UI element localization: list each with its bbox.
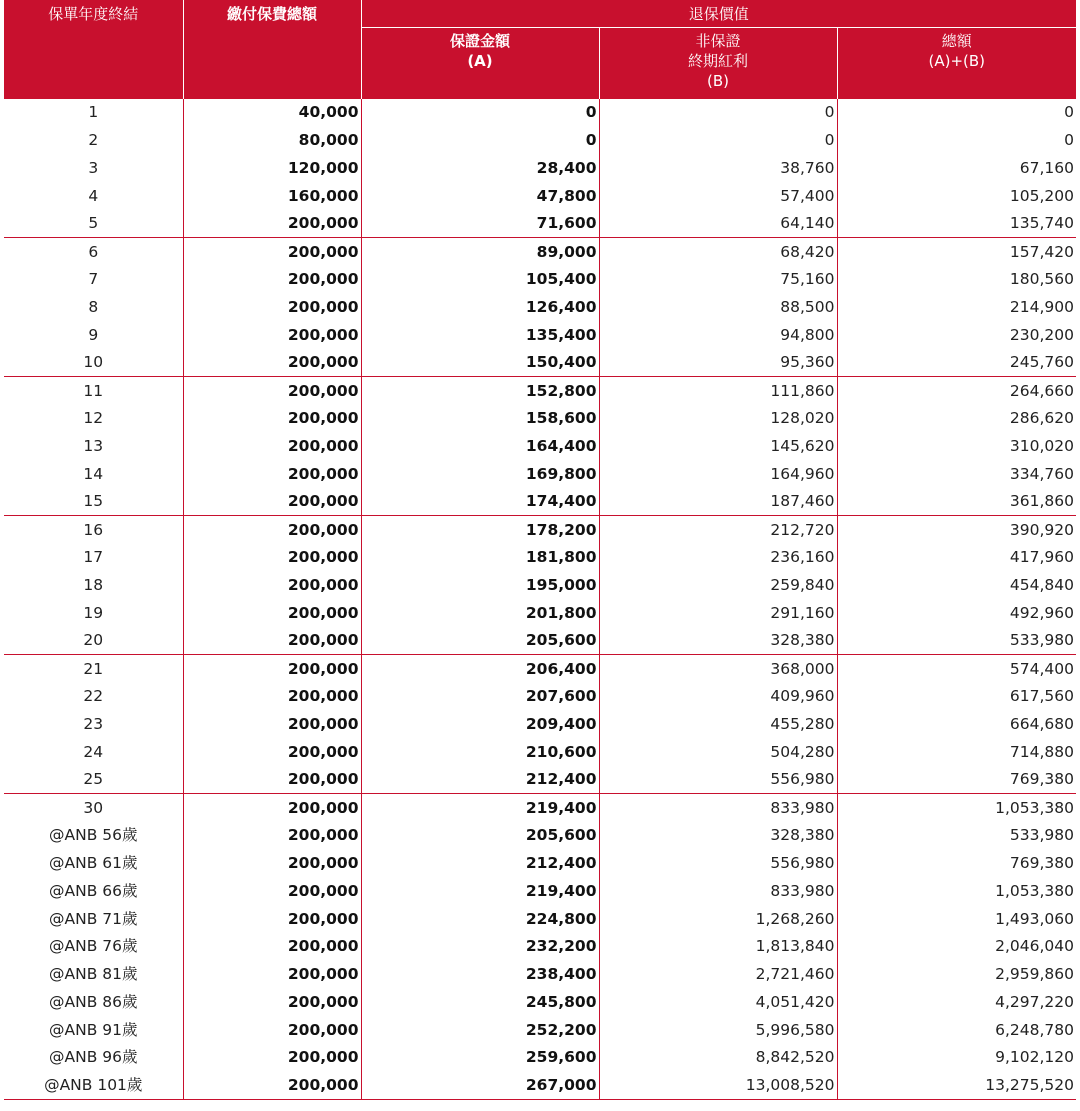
table-row (4, 877, 1076, 905)
cell-premium-paid: 200,000 (183, 794, 361, 822)
cell-terminal-bonus: 187,460 (599, 488, 837, 516)
table-row (4, 1044, 1076, 1072)
cell-premium-paid: 200,000 (183, 738, 361, 766)
cell-policy-year: 6 (88, 242, 99, 261)
table-row (4, 99, 1076, 127)
table-row (4, 655, 1076, 683)
table-row (4, 683, 1076, 711)
cell-guaranteed-amount: 71,600 (361, 210, 599, 238)
cell-terminal-bonus: 328,380 (599, 822, 837, 850)
cell-guaranteed-amount: 152,800 (361, 377, 599, 405)
cell-total-value: 769,380 (837, 766, 1076, 794)
cell-guaranteed-amount: 210,600 (361, 738, 599, 766)
table-row (4, 599, 1076, 627)
cell-policy-year: 10 (4, 349, 183, 377)
cell-total-value: 390,920 (837, 516, 1076, 544)
cell-guaranteed-amount: 252,200 (361, 1016, 599, 1044)
cell-total-value: 2,959,860 (837, 961, 1076, 989)
cell-terminal-bonus: 111,860 (599, 377, 837, 405)
cell-premium-paid: 200,000 (183, 405, 361, 433)
cell-guaranteed-amount: 267,000 (361, 1072, 599, 1100)
table-body (4, 99, 1076, 1100)
cell-total-value: 286,620 (837, 405, 1076, 433)
cell-policy-year: @ANB 96歲 (49, 1048, 138, 1067)
header-bonus-label-1: 非保證 (695, 31, 741, 50)
cell-premium-paid: 200,000 (183, 933, 361, 961)
cell-terminal-bonus: 1,813,840 (599, 933, 837, 961)
cell-premium-paid: 40,000 (183, 99, 361, 127)
header-surrender-value: 退保價值 (361, 0, 1076, 27)
cell-total-value: 0 (837, 99, 1076, 127)
cell-guaranteed-amount: 219,400 (361, 794, 599, 822)
table-row (4, 266, 1076, 294)
cell-premium-paid: 200,000 (183, 711, 361, 739)
cell-premium-paid: 200,000 (183, 321, 361, 349)
cell-policy-year: 9 (88, 325, 99, 344)
cell-premium-paid: 200,000 (183, 516, 361, 544)
cell-terminal-bonus: 164,960 (599, 460, 837, 488)
cell-premium-paid: 160,000 (183, 182, 361, 210)
cell-guaranteed-amount: 169,800 (361, 460, 599, 488)
table-row (4, 933, 1076, 961)
cell-guaranteed-amount: 219,400 (361, 877, 599, 905)
cell-premium-paid: 200,000 (183, 488, 361, 516)
cell-total-value: 454,840 (837, 572, 1076, 600)
header-total (837, 27, 1076, 99)
cell-total-value: 361,860 (837, 488, 1076, 516)
cell-guaranteed-amount: 205,600 (361, 627, 599, 655)
cell-policy-year: 11 (83, 381, 104, 400)
table-row (4, 238, 1076, 266)
cell-guaranteed-amount: 174,400 (361, 488, 599, 516)
cell-premium-paid: 200,000 (183, 989, 361, 1017)
table-row (4, 294, 1076, 322)
table-row (4, 405, 1076, 433)
cell-policy-year: 4 (88, 186, 99, 205)
cell-guaranteed-amount: 164,400 (361, 433, 599, 461)
cell-guaranteed-amount: 0 (361, 127, 599, 155)
cell-guaranteed-amount: 126,400 (361, 294, 599, 322)
cell-terminal-bonus: 2,721,460 (599, 961, 837, 989)
cell-premium-paid: 200,000 (183, 544, 361, 572)
cell-terminal-bonus: 68,420 (599, 238, 837, 266)
header-guaranteed-code: (A) (467, 51, 493, 70)
cell-policy-year: 17 (83, 548, 104, 567)
cell-policy-year: 12 (83, 409, 104, 428)
cell-terminal-bonus: 259,840 (599, 572, 837, 600)
cell-guaranteed-amount: 212,400 (361, 766, 599, 794)
cell-total-value: 769,380 (837, 850, 1076, 878)
cell-terminal-bonus: 38,760 (599, 155, 837, 183)
cell-total-value: 13,275,520 (837, 1072, 1076, 1100)
cell-total-value: 1,493,060 (837, 905, 1076, 933)
table-row (4, 460, 1076, 488)
cell-terminal-bonus: 8,842,520 (599, 1044, 837, 1072)
table-row (4, 1016, 1076, 1044)
cell-guaranteed-amount: 158,600 (361, 405, 599, 433)
cell-total-value: 157,420 (837, 238, 1076, 266)
cell-policy-year: 2 (88, 131, 99, 150)
table-row (4, 905, 1076, 933)
cell-total-value: 533,980 (837, 627, 1076, 655)
cell-policy-year: 30 (83, 798, 104, 817)
cell-premium-paid: 200,000 (183, 655, 361, 683)
table-row (4, 544, 1076, 572)
cell-guaranteed-amount: 47,800 (361, 182, 599, 210)
header-terminal-bonus (599, 27, 837, 99)
cell-terminal-bonus: 455,280 (599, 711, 837, 739)
cell-premium-paid: 200,000 (183, 877, 361, 905)
header-total-premium-paid: 繳付保費總額 (183, 0, 361, 99)
table-row (4, 850, 1076, 878)
cell-policy-year: @ANB 86歲 (49, 992, 138, 1011)
cell-guaranteed-amount: 181,800 (361, 544, 599, 572)
cell-guaranteed-amount: 28,400 (361, 155, 599, 183)
cell-guaranteed-amount: 135,400 (361, 321, 599, 349)
cell-total-value: 334,760 (837, 460, 1076, 488)
table-row (4, 321, 1076, 349)
header-guaranteed-amount (361, 27, 599, 99)
cell-policy-year: @ANB 76歲 (49, 937, 138, 956)
cell-total-value: 245,760 (837, 349, 1076, 377)
cell-terminal-bonus: 75,160 (599, 266, 837, 294)
table-row (4, 989, 1076, 1017)
cell-total-value: 214,900 (837, 294, 1076, 322)
cell-terminal-bonus: 95,360 (599, 349, 837, 377)
cell-policy-year: 13 (83, 436, 104, 455)
cell-policy-year: 18 (83, 575, 104, 594)
cell-terminal-bonus: 504,280 (599, 738, 837, 766)
table-row (4, 488, 1076, 516)
table-row (4, 377, 1076, 405)
cell-premium-paid: 200,000 (183, 683, 361, 711)
cell-terminal-bonus: 0 (599, 99, 837, 127)
header-total-code: (A)+(B) (928, 51, 986, 70)
cell-terminal-bonus: 236,160 (599, 544, 837, 572)
cell-total-value: 310,020 (837, 433, 1076, 461)
cell-policy-year: @ANB 91歲 (49, 1020, 138, 1039)
cell-total-value: 6,248,780 (837, 1016, 1076, 1044)
cell-guaranteed-amount: 245,800 (361, 989, 599, 1017)
cell-total-value: 230,200 (837, 321, 1076, 349)
table-row (4, 822, 1076, 850)
table-row (4, 155, 1076, 183)
cell-premium-paid: 200,000 (183, 627, 361, 655)
cell-premium-paid: 200,000 (183, 238, 361, 266)
cell-guaranteed-amount: 201,800 (361, 599, 599, 627)
header-bonus-code: (B) (707, 71, 729, 90)
table-header (4, 0, 1076, 99)
cell-policy-year: 15 (4, 488, 183, 516)
table-row (4, 627, 1076, 655)
cell-premium-paid: 200,000 (183, 294, 361, 322)
cell-premium-paid: 200,000 (183, 1044, 361, 1072)
cell-terminal-bonus: 328,380 (599, 627, 837, 655)
header-total-label: 總額 (941, 31, 972, 50)
cell-premium-paid: 200,000 (183, 266, 361, 294)
cell-policy-year: 24 (83, 742, 104, 761)
table-row (4, 433, 1076, 461)
table-row (4, 182, 1076, 210)
table-row (4, 127, 1076, 155)
cell-terminal-bonus: 88,500 (599, 294, 837, 322)
table-row (4, 1072, 1076, 1100)
cell-total-value: 1,053,380 (837, 794, 1076, 822)
cell-policy-year: @ANB 101歲 (4, 1072, 183, 1100)
cell-premium-paid: 200,000 (183, 905, 361, 933)
cell-premium-paid: 200,000 (183, 1016, 361, 1044)
cell-premium-paid: 200,000 (183, 1072, 361, 1100)
cell-terminal-bonus: 5,996,580 (599, 1016, 837, 1044)
cell-terminal-bonus: 556,980 (599, 850, 837, 878)
cell-premium-paid: 200,000 (183, 599, 361, 627)
cell-terminal-bonus: 94,800 (599, 321, 837, 349)
cell-policy-year: 14 (83, 464, 104, 483)
cell-premium-paid: 120,000 (183, 155, 361, 183)
cell-premium-paid: 200,000 (183, 377, 361, 405)
cell-policy-year: 7 (88, 270, 99, 289)
cell-guaranteed-amount: 224,800 (361, 905, 599, 933)
cell-guaranteed-amount: 178,200 (361, 516, 599, 544)
cell-total-value: 2,046,040 (837, 933, 1076, 961)
cell-terminal-bonus: 64,140 (599, 210, 837, 238)
cell-premium-paid: 200,000 (183, 572, 361, 600)
cell-total-value: 105,200 (837, 182, 1076, 210)
cell-policy-year: 8 (88, 297, 99, 316)
cell-policy-year: @ANB 61歲 (49, 853, 138, 872)
table-row (4, 349, 1076, 377)
table-row (4, 516, 1076, 544)
cell-total-value: 714,880 (837, 738, 1076, 766)
cell-policy-year: 22 (83, 687, 104, 706)
cell-total-value: 135,740 (837, 210, 1076, 238)
cell-terminal-bonus: 1,268,260 (599, 905, 837, 933)
cell-guaranteed-amount: 205,600 (361, 822, 599, 850)
cell-guaranteed-amount: 195,000 (361, 572, 599, 600)
cell-guaranteed-amount: 259,600 (361, 1044, 599, 1072)
cell-guaranteed-amount: 207,600 (361, 683, 599, 711)
cell-total-value: 574,400 (837, 655, 1076, 683)
cell-premium-paid: 200,000 (183, 822, 361, 850)
cell-policy-year: 1 (88, 103, 99, 122)
cell-terminal-bonus: 128,020 (599, 405, 837, 433)
surrender-value-table (4, 0, 1076, 1100)
cell-total-value: 180,560 (837, 266, 1076, 294)
cell-guaranteed-amount: 212,400 (361, 850, 599, 878)
cell-policy-year: @ANB 71歲 (49, 909, 138, 928)
cell-total-value: 1,053,380 (837, 877, 1076, 905)
table-row (4, 572, 1076, 600)
cell-total-value: 533,980 (837, 822, 1076, 850)
cell-premium-paid: 80,000 (183, 127, 361, 155)
cell-total-value: 664,680 (837, 711, 1076, 739)
cell-guaranteed-amount: 232,200 (361, 933, 599, 961)
cell-policy-year: 3 (88, 158, 99, 177)
cell-premium-paid: 200,000 (183, 766, 361, 794)
cell-guaranteed-amount: 206,400 (361, 655, 599, 683)
table-row (4, 711, 1076, 739)
table-row (4, 738, 1076, 766)
cell-terminal-bonus: 4,051,420 (599, 989, 837, 1017)
cell-terminal-bonus: 145,620 (599, 433, 837, 461)
cell-guaranteed-amount: 89,000 (361, 238, 599, 266)
cell-total-value: 264,660 (837, 377, 1076, 405)
cell-policy-year: 5 (4, 210, 183, 238)
cell-total-value: 0 (837, 127, 1076, 155)
cell-policy-year: @ANB 81歲 (49, 965, 138, 984)
table-row (4, 766, 1076, 794)
cell-policy-year: 16 (83, 520, 104, 539)
cell-premium-paid: 200,000 (183, 850, 361, 878)
cell-terminal-bonus: 556,980 (599, 766, 837, 794)
cell-premium-paid: 200,000 (183, 460, 361, 488)
cell-terminal-bonus: 833,980 (599, 877, 837, 905)
cell-policy-year: 21 (83, 659, 104, 678)
cell-guaranteed-amount: 0 (361, 99, 599, 127)
cell-total-value: 417,960 (837, 544, 1076, 572)
cell-policy-year: @ANB 66歲 (49, 881, 138, 900)
cell-terminal-bonus: 833,980 (599, 794, 837, 822)
cell-terminal-bonus: 57,400 (599, 182, 837, 210)
cell-total-value: 9,102,120 (837, 1044, 1076, 1072)
cell-guaranteed-amount: 105,400 (361, 266, 599, 294)
cell-total-value: 617,560 (837, 683, 1076, 711)
cell-terminal-bonus: 13,008,520 (599, 1072, 837, 1100)
cell-policy-year: 25 (4, 766, 183, 794)
cell-premium-paid: 200,000 (183, 961, 361, 989)
cell-terminal-bonus: 212,720 (599, 516, 837, 544)
table-row (4, 210, 1076, 238)
header-guaranteed-label: 保證金額 (449, 31, 510, 50)
table-row (4, 794, 1076, 822)
header-bonus-label-2: 終期紅利 (687, 51, 748, 70)
cell-total-value: 4,297,220 (837, 989, 1076, 1017)
header-policy-year: 保單年度終結 (4, 0, 183, 99)
cell-guaranteed-amount: 238,400 (361, 961, 599, 989)
cell-premium-paid: 200,000 (183, 349, 361, 377)
cell-terminal-bonus: 409,960 (599, 683, 837, 711)
cell-total-value: 67,160 (837, 155, 1076, 183)
cell-policy-year: 20 (4, 627, 183, 655)
cell-policy-year: @ANB 56歲 (49, 826, 138, 845)
cell-policy-year: 23 (83, 714, 104, 733)
cell-premium-paid: 200,000 (183, 433, 361, 461)
cell-terminal-bonus: 368,000 (599, 655, 837, 683)
cell-terminal-bonus: 0 (599, 127, 837, 155)
cell-terminal-bonus: 291,160 (599, 599, 837, 627)
cell-total-value: 492,960 (837, 599, 1076, 627)
cell-guaranteed-amount: 209,400 (361, 711, 599, 739)
cell-guaranteed-amount: 150,400 (361, 349, 599, 377)
cell-premium-paid: 200,000 (183, 210, 361, 238)
table-row (4, 961, 1076, 989)
cell-policy-year: 19 (83, 603, 104, 622)
